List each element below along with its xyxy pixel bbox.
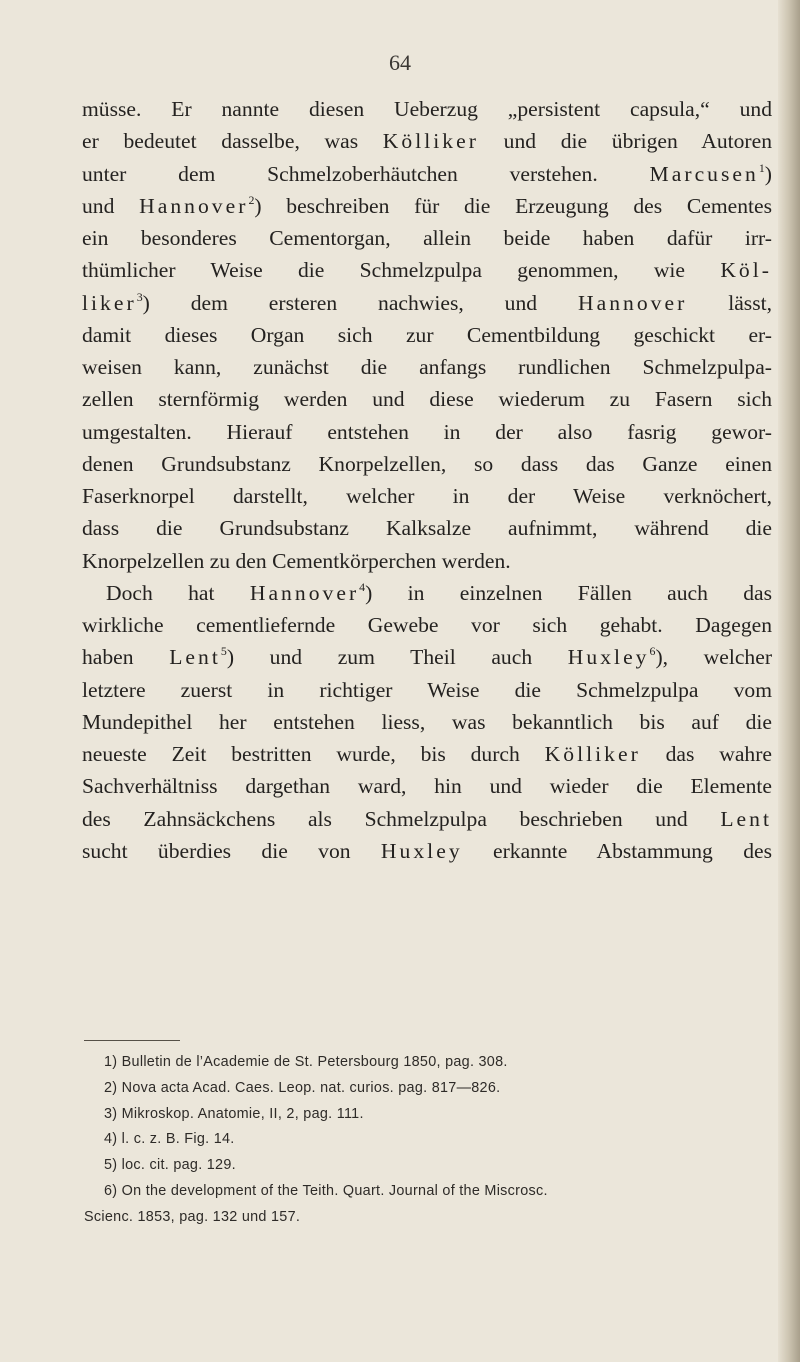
- footnote-divider: [84, 1040, 180, 1041]
- author-name: Huxley: [567, 645, 650, 670]
- body-text: [82, 93, 772, 867]
- author-name: Hannover: [139, 193, 249, 218]
- text-line: thümlicher Weise die Schmelzpulpa genommen, wie Köl-: [82, 258, 772, 283]
- footnote-3: 3) Mikroskop. Anatomie, II, 2, pag. 111.: [104, 1105, 364, 1122]
- text-line: dass die Grundsubstanz Kalksalze aufnimmt, während die: [82, 516, 772, 541]
- footnote-4: 4) l. c. z. B. Fig. 14.: [104, 1131, 235, 1148]
- text-line: müsse. Er nannte diesen Ueberzug „persistent capsula,“ und: [82, 97, 772, 121]
- author-name: Kölliker: [382, 129, 479, 154]
- text-line: sucht überdies die von Huxley erkannte Abstammung des: [82, 838, 772, 863]
- text-line: Knorpelzellen zu den Cementkörperchen werden.: [82, 548, 511, 573]
- text-line: Sachverhältniss dargethan ward, hin und wieder die Elemente: [82, 774, 772, 799]
- footnote-1: 1) Bulletin de l’Academie de St. Petersbourg 1850, pag. 308.: [104, 1054, 508, 1070]
- text-line: Faserknorpel darstellt, welcher in der Weise verknöchert,: [82, 484, 772, 508]
- author-name: Lent: [169, 645, 221, 670]
- footnote-ref: 2: [248, 192, 255, 207]
- author-name: Lent: [720, 806, 772, 831]
- text-line: Mundepithel her entstehen liess, was bekanntlich bis auf die: [82, 709, 772, 734]
- author-name: liker: [82, 290, 137, 315]
- text-line: umgestalten. Hierauf entstehen in der also fasrig gewor-: [82, 419, 772, 444]
- text-line: des Zahnsäckchens als Schmelzpulpa beschrieben und Lent: [82, 806, 772, 831]
- footnote-ref: 1: [758, 160, 765, 175]
- page-number: 64: [389, 50, 411, 75]
- text-line: weisen kann, zunächst die anfangs rundlichen Schmelzpulpa-: [82, 355, 772, 379]
- text-line: liker$^3$) dem ersteren nachwies, und Hannover lässt,: [82, 289, 773, 315]
- footnote-6-continued: Scienc. 1853, pag. 132 und 157.: [84, 1208, 301, 1225]
- text-line: neueste Zeit bestritten wurde, bis durch Kölliker das wahre: [82, 742, 772, 766]
- text-line: denen Grundsubstanz Knorpelzellen, so dass das Ganze einen: [82, 451, 772, 476]
- text-line: wirkliche cementliefernde Gewebe vor sich gehabt. Dagegen: [82, 613, 772, 637]
- footnote-ref: 3: [136, 289, 143, 304]
- author-name: Huxley: [380, 838, 463, 863]
- text-line: ein besonderes Cementorgan, allein beide haben dafür irr-: [82, 226, 772, 250]
- footnote-6: 6) On the development of the Teith. Quart. Journal of the Miscrosc.: [104, 1182, 548, 1199]
- footnotes: [84, 1050, 774, 1231]
- author-name: Hannover: [249, 580, 360, 605]
- text-line: Doch hat Hannover$^4$) in einzelnen Fällen auch das: [106, 579, 772, 605]
- text-line: und Hannover$^2$) beschreiben für die Erzeugung des Cementes: [82, 192, 772, 218]
- author-name: Kölliker: [544, 742, 641, 766]
- text-line: zellen sternförmig werden und diese wiederum zu Fasern sich: [82, 387, 772, 412]
- text-line: damit dieses Organ sich zur Cementbildung geschickt er-: [82, 322, 772, 347]
- footnote-5: 5) loc. cit. pag. 129.: [104, 1157, 236, 1174]
- author-name: Marcusen: [649, 161, 759, 186]
- author-name: Köl-: [720, 258, 772, 283]
- text-line: er bedeutet dasselbe, was Kölliker und die übrigen Autoren: [82, 129, 772, 154]
- text-line: haben Lent$^5$) und zum Theil auch Huxley$^6$), welcher: [82, 644, 773, 670]
- page-edge-shadow: [778, 0, 800, 1362]
- text-line: unter dem Schmelzoberhäutchen verstehen. Marcusen$^1$): [82, 160, 772, 186]
- footnote-ref: 6: [649, 644, 656, 659]
- text-line: letztere zuerst in richtiger Weise die Schmelzpulpa vom: [82, 677, 772, 702]
- footnote-ref: 5: [220, 644, 227, 659]
- footnote-ref: 4: [359, 579, 366, 594]
- author-name: Hannover: [577, 290, 688, 315]
- footnote-2: 2) Nova acta Acad. Caes. Leop. nat. curios. pag. 817—826.: [104, 1079, 501, 1096]
